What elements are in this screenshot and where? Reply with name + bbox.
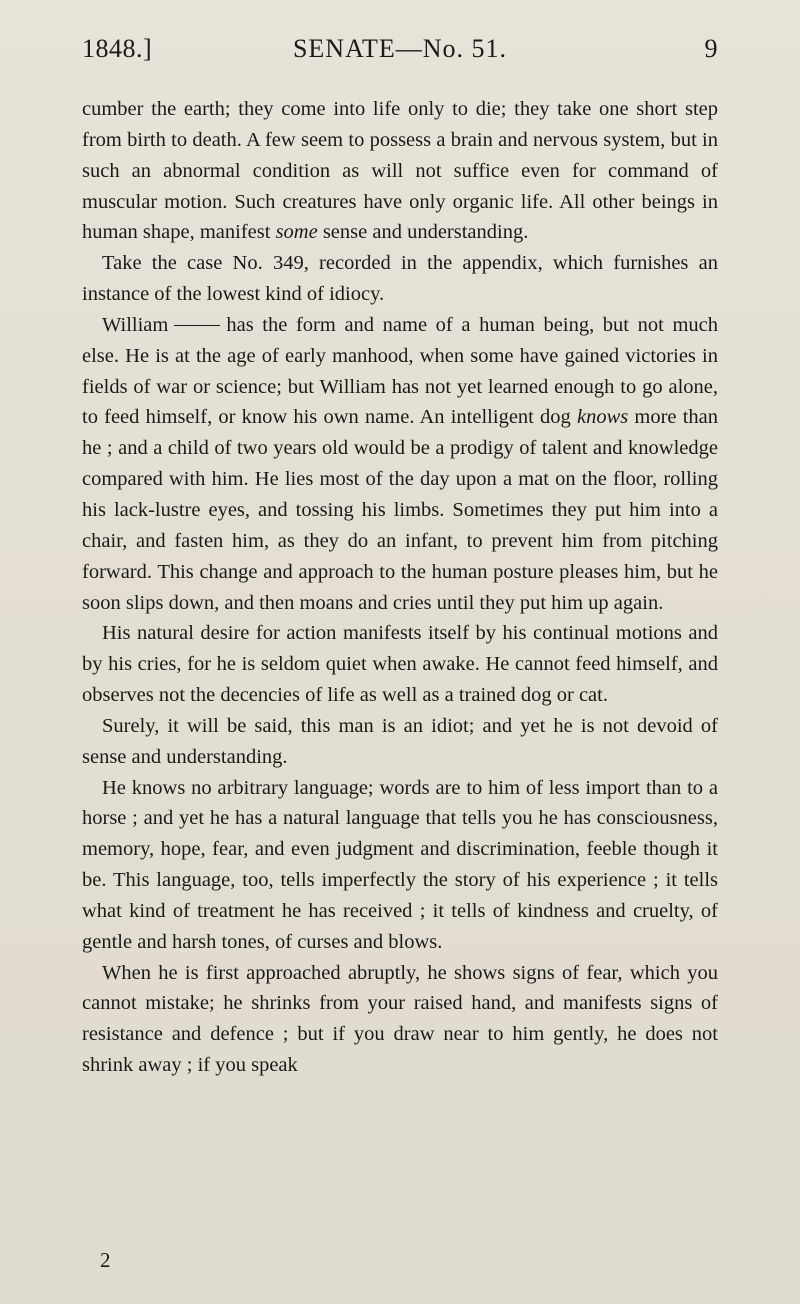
body-text [82, 94, 718, 1081]
paragraph-5: Surely, it will be said, this man is an idiot; and yet he is not devoid of sense and understanding. [82, 714, 718, 768]
paragraph-1: cumber the earth; they come into life only to die; they take one short step from birth to death. A few seem to possess a brain and nervous system, but in such an abnormal condition as will not suffice even for command of muscular motion. Such creatures have only organic life. All other beings in human shape, manifest some sense and understanding. [82, 98, 718, 244]
header-year: 1848.] [82, 34, 153, 63]
page-header [82, 34, 718, 68]
paragraph-4: His natural desire for action manifests itself by his continual motions and by his cries, for he is seldom quiet when awake. He cannot feed himself, and observes not the decencies of life as well as a trained dog or cat. [82, 622, 718, 707]
paragraph-6: He knows no arbitrary language; words are to him of less import than to a horse ; and yet he has a natural language that tells you he has consciousness, memory, hope, fear, and even judgment and discrimination, feeble though it be. This language, too, tells imperfectly the story of his experience ; it tells what kind of treatment he has received ; it tells of kindness and cruelty, of gentle and harsh tones, of curses and blows. [82, 776, 718, 953]
emphasis-knows: knows [576, 406, 629, 429]
name-dash [174, 325, 220, 326]
paragraph-3: William has the form and name of a human being, but not much else. He is at the age of early manhood, when some have gained victories in fields of war or science; but William has not yet learned enough to go alone, to feed himself, or know his own name. An intelligent dog knows more than he ; and a child of two years old would be a prodigy of talent and knowledge compared with him. He lies most of the day upon a mat on the floor, rolling his lack-lustre eyes, and tossing his limbs. Sometimes they put him into a chair, and fasten him, as they do an infant, to prevent him from pitching forward. This change and approach to the human posture pleases him, but he soon slips down, and then moans and cries until they put him up again. [82, 313, 718, 614]
paragraph-7: When he is first approached abruptly, he shows signs of fear, which you cannot mistake; he shrinks from your raised hand, and manifests signs of resistance and defence ; but if you draw near to him gently, he does not shrink away ; if you speak [82, 961, 718, 1077]
signature-mark: 2 [100, 1248, 111, 1272]
header-title: SENATE—No. 51. [292, 34, 508, 63]
page-number: 9 [704, 34, 718, 63]
paragraph-2: Take the case No. 349, recorded in the appendix, which furnishes an instance of the lowest kind of idiocy. [82, 252, 718, 306]
emphasis-some: some [275, 221, 318, 244]
